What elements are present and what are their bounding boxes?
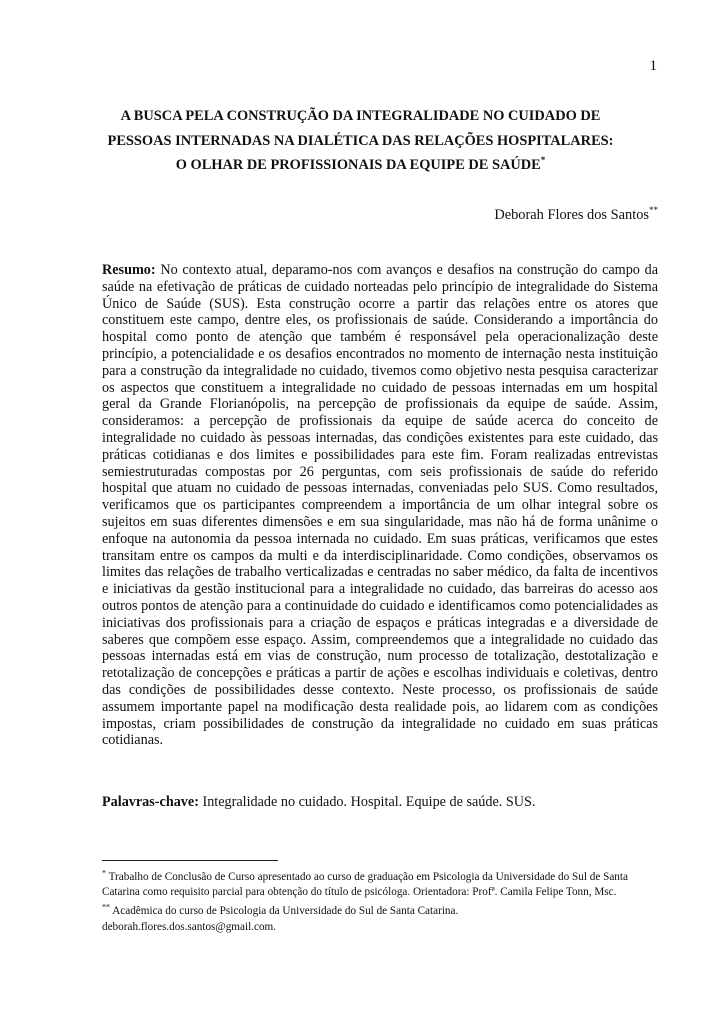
- footnote-1-text: Trabalho de Conclusão de Curso apresentado ao curso de graduação em Psicologia da Universidade do Sul de Santa Catarina como requisito parcial para obtenção do título de psicóloga. Orientadora: Profª. Camila Felipe Tonn, Msc.: [102, 871, 628, 899]
- paper-title: [60, 104, 661, 178]
- keywords-label: Palavras-chave:: [102, 794, 199, 810]
- footnote-2: [102, 904, 658, 934]
- author-line: [494, 207, 658, 224]
- title-line-3: [60, 153, 661, 178]
- footnote-2-email: deborah.flores.dos.santos@gmail.com.: [102, 920, 277, 933]
- title-footnote-mark: *: [540, 155, 546, 166]
- footnotes: [102, 870, 658, 939]
- author-footnote-mark: **: [649, 205, 658, 216]
- footnote-2-text: Acadêmica do curso de Psicologia da Universidade do Sul de Santa Catarina.: [112, 905, 459, 918]
- keywords: [102, 794, 658, 811]
- footnote-2-mark: **: [102, 902, 110, 912]
- keywords-text: Integralidade no cuidado. Hospital. Equipe de saúde. SUS.: [202, 794, 536, 810]
- abstract-text: No contexto atual, deparamo-nos com avanços e desafios na construção do campo da saúde na efetivação de práticas de cuidado norteadas pelo princípio de integralidade do Sistema Único de Saúde (SUS). Esta construção ocorre a partir das relações entre os atores que constituem este campo, dentre eles, os profissionais de saúde. Considerando a importância do hospital como ponto de atenção que também é responsável pela operacionalização deste princípio, a potencialidade e os desafios encontrados no momento de internação nesta instituição para a construção da integralidade no cuidado, tivemos como objetivo nesta pesquisa caracterizar os aspectos que constituem a integralidade no cuidado de pessoas internadas em um hospital geral da Grande Florianópolis, na percepção de profissionais da equipe de saúde. Assim, consideramos: a percepção de profissionais da equipe de saúde acerca do conceito de integralidade no cuidado às pessoas internadas, das condições existentes para este cuidado, das práticas cotidianas e dos limites e possibilidades para este fim. Foram realizadas entrevistas semiestruturadas compostas por 26 perguntas, com seis profissionais de saúde do referido hospital que atuam no cuidado de pessoas internadas, conveniadas pelo SUS. Como resultados, verificamos que os participantes compreendem a importância de um olhar integral sobre os sujeitos em suas diferentes dimensões e em sua singularidade, mas não há de forma unânime o enfoque na autonomia da pessoa internada no cuidado. Em suas práticas, verificamos que estes transitam entre os campos da multi e da interdisciplinaridade. Como condições, observamos os limites das relações de trabalho verticalizadas e centradas no saber médico, da falta de incentivos e iniciativas da gestão institucional para a integralidade no cuidado, das barreiras do acesso aos outros pontos de atenção para a continuidade do cuidado e identificamos como potencialidades as iniciativas dos profissionais para a criação de espaços e práticas integradas e a diversidade de saberes que compõem esse espaço. Assim, compreendemos que a integralidade no cuidado das pessoas internadas está em vias de construção, num processo de totalização, destotalização e retotalização de concepções e práticas a partir de ações e escolhas individuais e coletivas, dentro das condições de possibilidades desse contexto. Neste processo, os profissionais de saúde assumem importante papel na modificação desta realidade pois, ao lidarem com as condições impostas, criam possibilidades de construção da integralidade no cuidado em suas práticas cotidianas.: [102, 262, 659, 749]
- author-name: Deborah Flores dos Santos: [494, 207, 649, 223]
- footnote-1: [102, 870, 658, 900]
- title-line-2: PESSOAS INTERNADAS NA DIALÉTICA DAS RELAÇÕES HOSPITALARES:: [107, 132, 614, 149]
- title-line-3-text: O OLHAR DE PROFISSIONAIS DA EQUIPE DE SAÚDE: [175, 157, 541, 173]
- title-line-1: A BUSCA PELA CONSTRUÇÃO DA INTEGRALIDADE NO CUIDADO DE: [120, 108, 601, 124]
- abstract-label: Resumo:: [102, 262, 156, 278]
- footnote-1-mark: *: [102, 868, 106, 878]
- footnote-divider: [102, 860, 278, 861]
- abstract: [102, 262, 658, 749]
- page-number: 1: [649, 58, 657, 74]
